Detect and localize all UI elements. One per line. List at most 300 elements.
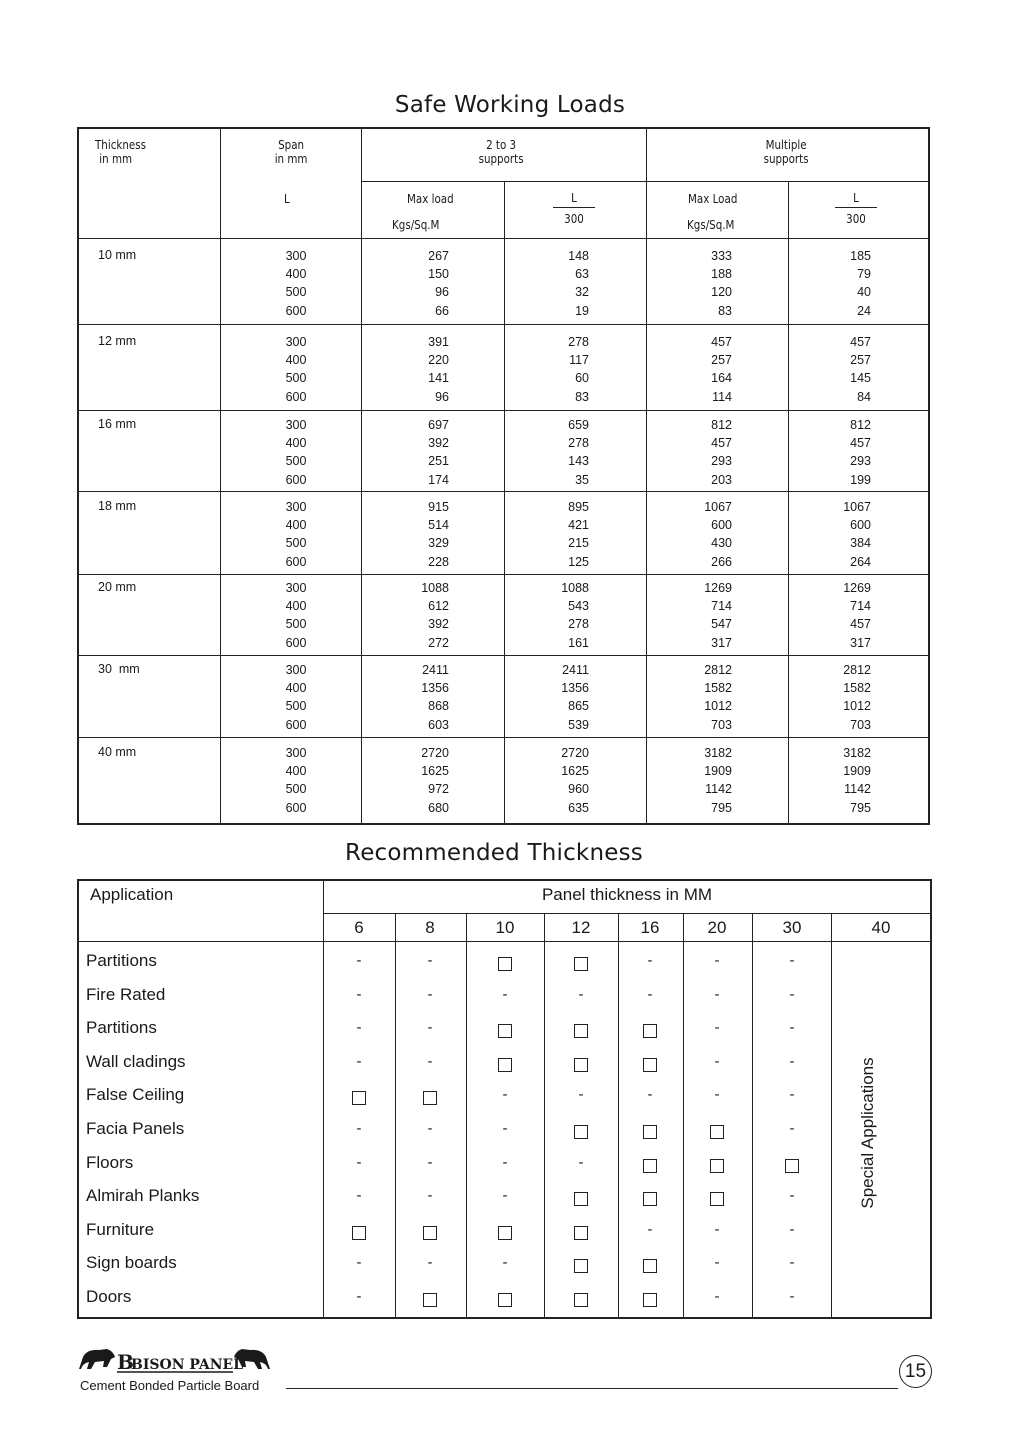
page-number: 15 (899, 1355, 932, 1388)
value-cell: 1269 (704, 581, 732, 595)
value-cell: 391 (428, 335, 449, 349)
value-cell: 317 (711, 635, 732, 650)
values-b (509, 498, 589, 571)
values-b (509, 333, 589, 406)
value-cell: 457 (850, 436, 871, 451)
value-cell: 543 (568, 599, 589, 614)
value-cell: 215 (568, 536, 589, 551)
values-d (791, 661, 871, 734)
value-cell: 161 (568, 635, 589, 650)
recommended-box-icon (546, 1125, 616, 1143)
value-cell: 600 (285, 800, 307, 815)
value-cell: 500 (285, 285, 307, 300)
application-name: Partitions (86, 1018, 157, 1038)
not-recommended-dash: - (647, 1220, 653, 1238)
value-cell: 267 (428, 249, 449, 263)
value-cell: 612 (428, 599, 449, 614)
value-cell: 1142 (844, 782, 871, 797)
value-cell: 2411 (422, 663, 449, 677)
value-cell: 278 (568, 617, 589, 632)
value-cell: 500 (285, 699, 307, 714)
thickness-col-10: 10 (495, 918, 515, 937)
not-recommended-dash: - (789, 1187, 795, 1205)
values-b (509, 744, 589, 817)
not-recommended-dash: - (427, 1187, 433, 1205)
not-recommended-dash: - (789, 1120, 795, 1137)
thickness-label: 10 mm (98, 248, 137, 262)
value-cell: 300 (285, 663, 307, 677)
value-cell: 600 (285, 635, 307, 650)
not-recommended-dash: - (578, 1153, 584, 1171)
value-cell: 421 (568, 518, 589, 533)
value-cell: 114 (712, 389, 732, 404)
value-cell: 84 (857, 389, 871, 404)
header-unit-2: Kgs/Sq.M (687, 218, 735, 232)
recommended-thickness-title: Recommended Thickness (345, 840, 643, 866)
value-cell: 400 (285, 764, 307, 779)
recommended-box-icon (395, 1293, 465, 1311)
values-a (369, 247, 449, 320)
thickness-col-6: 6 (354, 918, 364, 937)
recommended-box-icon (395, 1226, 465, 1244)
recommended-box-icon (546, 1293, 616, 1311)
value-cell: 972 (428, 782, 449, 797)
thickness-label: 16 mm (98, 417, 137, 431)
value-cell: 63 (575, 267, 589, 282)
value-cell: 188 (711, 267, 732, 282)
values-d (791, 416, 871, 489)
values-c (652, 744, 732, 817)
footer-rule (286, 1388, 898, 1389)
value-cell: 185 (850, 249, 871, 263)
values-span (261, 744, 331, 817)
recommended-box-icon (546, 1058, 616, 1076)
value-cell: 547 (711, 617, 732, 632)
recommended-box-icon (546, 1226, 616, 1244)
values-a (369, 498, 449, 571)
values-c (652, 333, 732, 406)
recommended-box-icon (470, 957, 540, 975)
value-cell: 257 (850, 353, 871, 368)
value-cell: 117 (569, 353, 589, 368)
not-recommended-dash: - (427, 952, 433, 969)
value-cell: 895 (568, 500, 589, 514)
recommended-box-icon (470, 1024, 540, 1042)
safe-working-loads-table (77, 127, 930, 825)
not-recommended-dash: - (789, 1086, 795, 1104)
not-recommended-dash: - (789, 1254, 795, 1272)
value-cell: 300 (285, 418, 307, 432)
application-name: Wall cladings (86, 1051, 186, 1071)
values-d (791, 744, 871, 817)
values-c (652, 661, 732, 734)
not-recommended-dash: - (502, 1254, 508, 1272)
value-cell: 600 (285, 554, 307, 569)
value-cell: 703 (711, 717, 732, 732)
value-cell: 600 (285, 717, 307, 732)
recommended-box-icon (615, 1125, 685, 1143)
recommended-box-icon (546, 1192, 616, 1210)
values-b (509, 661, 589, 734)
values-d (791, 579, 871, 652)
value-cell: 1582 (704, 681, 732, 696)
recommended-box-icon (324, 1091, 394, 1109)
value-cell: 278 (568, 436, 589, 451)
special-applications-label: Special Applications (858, 1057, 877, 1209)
not-recommended-dash: - (714, 952, 720, 969)
value-cell: 150 (428, 267, 449, 282)
value-cell: 3182 (843, 746, 871, 760)
not-recommended-dash: - (427, 985, 433, 1003)
value-cell: 915 (428, 500, 449, 514)
values-d (791, 333, 871, 406)
application-name: Sign boards (86, 1253, 177, 1273)
value-cell: 199 (850, 472, 871, 487)
value-cell: 600 (285, 389, 307, 404)
not-recommended-dash: - (427, 1120, 433, 1137)
value-cell: 1909 (704, 764, 732, 779)
bison-panel-logo (77, 1345, 272, 1375)
thickness-label: 12 mm (98, 334, 137, 348)
application-name: Fire Rated (86, 984, 166, 1004)
application-name: Almirah Planks (86, 1186, 200, 1206)
value-cell: 125 (568, 554, 589, 569)
recommended-box-icon (757, 1159, 827, 1177)
value-cell: 300 (285, 335, 307, 349)
value-cell: 293 (711, 454, 732, 469)
recommended-box-icon (615, 1192, 685, 1210)
value-cell: 400 (285, 681, 307, 696)
not-recommended-dash: - (789, 952, 795, 969)
value-cell: 659 (568, 418, 589, 432)
not-recommended-dash: - (789, 1288, 795, 1305)
value-cell: 600 (850, 518, 871, 533)
not-recommended-dash: - (427, 1153, 433, 1171)
value-cell: 795 (850, 800, 871, 815)
value-cell: 697 (428, 418, 449, 432)
values-d (791, 498, 871, 571)
not-recommended-dash: - (356, 1187, 362, 1205)
header-2-to-3-supports: 2 to 3 supports (478, 138, 524, 166)
value-cell: 24 (857, 303, 871, 318)
recommended-box-icon (615, 1024, 685, 1042)
application-name: False Ceiling (86, 1085, 185, 1105)
value-cell: 868 (428, 699, 449, 714)
value-cell: 60 (575, 371, 589, 386)
recommended-box-icon (682, 1125, 752, 1143)
value-cell: 960 (568, 782, 589, 797)
not-recommended-dash: - (789, 985, 795, 1003)
value-cell: 1909 (843, 764, 871, 779)
value-cell: 83 (575, 389, 589, 404)
not-recommended-dash: - (647, 985, 653, 1003)
recommended-box-icon (546, 1024, 616, 1042)
l-over-300-fraction-2: L 300 (835, 191, 877, 226)
values-b (509, 579, 589, 652)
not-recommended-dash: - (647, 1086, 653, 1104)
values-c (652, 416, 732, 489)
value-cell: 1067 (704, 500, 732, 514)
value-cell: 1088 (561, 581, 589, 595)
value-cell: 266 (711, 554, 732, 569)
value-cell: 228 (428, 554, 449, 569)
thickness-label: 40 mm (98, 745, 137, 759)
value-cell: 300 (285, 500, 307, 514)
header-unit-1: Kgs/Sq.M (392, 218, 440, 232)
value-cell: 272 (428, 635, 449, 650)
thickness-label: 18 mm (98, 499, 137, 513)
application-header: Application (90, 885, 174, 904)
value-cell: 1012 (843, 699, 871, 714)
header-max-load-2: Max Load (688, 192, 738, 206)
values-b (509, 247, 589, 320)
panel-thickness-header: Panel thickness in MM (541, 885, 713, 904)
value-cell: 680 (428, 800, 449, 815)
value-cell: 795 (711, 800, 732, 815)
not-recommended-dash: - (356, 1288, 362, 1305)
value-cell: 83 (718, 303, 732, 318)
value-cell: 1625 (561, 764, 589, 779)
value-cell: 1067 (843, 500, 871, 514)
value-cell: 293 (850, 454, 871, 469)
not-recommended-dash: - (714, 1220, 720, 1238)
thickness-col-40: 40 (871, 918, 891, 937)
value-cell: 96 (435, 285, 449, 300)
value-cell: 79 (857, 267, 871, 282)
values-c (652, 498, 732, 571)
values-d (791, 247, 871, 320)
value-cell: 603 (428, 717, 449, 732)
value-cell: 1012 (704, 699, 732, 714)
value-cell: 500 (285, 782, 307, 797)
recommended-box-icon (615, 1159, 685, 1177)
value-cell: 703 (850, 717, 871, 732)
not-recommended-dash: - (356, 952, 362, 969)
value-cell: 392 (428, 436, 449, 451)
not-recommended-dash: - (714, 1052, 720, 1070)
recommended-box-icon (395, 1091, 465, 1109)
value-cell: 174 (428, 472, 449, 487)
recommended-box-icon (682, 1192, 752, 1210)
not-recommended-dash: - (714, 985, 720, 1003)
not-recommended-dash: - (356, 1254, 362, 1272)
value-cell: 148 (568, 249, 589, 263)
thickness-label: 30 mm (98, 662, 140, 676)
safe-working-loads-title: Safe Working Loads (394, 92, 626, 118)
values-a (369, 579, 449, 652)
value-cell: 1625 (421, 764, 449, 779)
value-cell: 251 (428, 454, 449, 469)
not-recommended-dash: - (789, 1019, 795, 1037)
not-recommended-dash: - (714, 1254, 720, 1272)
value-cell: 317 (850, 635, 871, 650)
value-cell: 220 (428, 353, 449, 368)
value-cell: 392 (428, 617, 449, 632)
value-cell: 514 (428, 518, 449, 533)
values-span (261, 579, 331, 652)
value-cell: 1088 (421, 581, 449, 595)
value-cell: 203 (711, 472, 732, 487)
not-recommended-dash: - (714, 1086, 720, 1104)
value-cell: 600 (285, 472, 307, 487)
not-recommended-dash: - (502, 1086, 508, 1104)
value-cell: 400 (285, 353, 307, 368)
not-recommended-dash: - (714, 1019, 720, 1037)
value-cell: 278 (568, 335, 589, 349)
value-cell: 329 (428, 536, 449, 551)
values-a (369, 416, 449, 489)
value-cell: 35 (575, 472, 589, 487)
value-cell: 500 (285, 454, 307, 469)
application-name: Floors (86, 1152, 134, 1172)
value-cell: 865 (568, 699, 589, 714)
thickness-col-8: 8 (425, 918, 435, 937)
not-recommended-dash: - (578, 985, 584, 1003)
value-cell: 457 (850, 335, 871, 349)
values-a (369, 333, 449, 406)
thickness-col-20: 20 (707, 918, 727, 937)
l-over-300-fraction-1: L 300 (553, 191, 595, 226)
value-cell: 264 (850, 554, 871, 569)
value-cell: 164 (711, 371, 732, 386)
not-recommended-dash: - (789, 1220, 795, 1238)
not-recommended-dash: - (427, 1052, 433, 1070)
value-cell: 1356 (561, 681, 589, 696)
value-cell: 457 (850, 617, 871, 632)
thickness-col-12: 12 (571, 918, 591, 937)
value-cell: 430 (711, 536, 732, 551)
not-recommended-dash: - (714, 1288, 720, 1305)
not-recommended-dash: - (578, 1086, 584, 1104)
value-cell: 500 (285, 617, 307, 632)
value-cell: 1269 (843, 581, 871, 595)
brand-text: BISON PANEL (131, 1357, 244, 1373)
value-cell: 457 (711, 436, 732, 451)
header-span-symbol: L (284, 192, 290, 206)
value-cell: 812 (711, 418, 732, 432)
recommended-box-icon (615, 1058, 685, 1076)
header-max-load-1: Max load (407, 192, 454, 206)
value-cell: 812 (850, 418, 871, 432)
recommended-box-icon (682, 1159, 752, 1177)
value-cell: 2411 (562, 663, 589, 677)
value-cell: 2812 (843, 663, 871, 677)
value-cell: 120 (711, 285, 732, 300)
value-cell: 714 (711, 599, 732, 614)
values-span (261, 333, 331, 406)
application-name: Partitions (86, 951, 157, 970)
not-recommended-dash: - (356, 1052, 362, 1070)
not-recommended-dash: - (356, 1120, 362, 1137)
application-name: Furniture (86, 1219, 155, 1239)
value-cell: 96 (435, 389, 449, 404)
not-recommended-dash: - (502, 1187, 508, 1205)
application-name: Doors (86, 1287, 132, 1306)
values-span (261, 661, 331, 734)
not-recommended-dash: - (502, 985, 508, 1003)
value-cell: 143 (568, 454, 589, 469)
not-recommended-dash: - (427, 1254, 433, 1272)
value-cell: 600 (285, 303, 307, 318)
value-cell: 714 (850, 599, 871, 614)
recommended-thickness-table (77, 879, 932, 1319)
value-cell: 500 (285, 371, 307, 386)
not-recommended-dash: - (356, 1153, 362, 1171)
value-cell: 3182 (704, 746, 732, 760)
thickness-label: 20 mm (98, 580, 137, 594)
not-recommended-dash: - (502, 1153, 508, 1171)
value-cell: 400 (285, 436, 307, 451)
value-cell: 384 (850, 536, 871, 551)
values-a (369, 744, 449, 817)
not-recommended-dash: - (502, 1120, 508, 1137)
thickness-col-30: 30 (782, 918, 802, 937)
values-c (652, 247, 732, 320)
value-cell: 1356 (421, 681, 449, 696)
header-thickness: Thickness in mm (95, 138, 147, 166)
not-recommended-dash: - (427, 1019, 433, 1037)
recommended-box-icon (615, 1259, 685, 1277)
recommended-box-icon (546, 1259, 616, 1277)
recommended-box-icon (470, 1058, 540, 1076)
value-cell: 300 (285, 746, 307, 760)
value-cell: 2812 (704, 663, 732, 677)
value-cell: 257 (711, 353, 732, 368)
tagline: Cement Bonded Particle Board (80, 1378, 260, 1393)
value-cell: 19 (575, 303, 589, 318)
values-c (652, 579, 732, 652)
value-cell: 40 (857, 285, 871, 300)
not-recommended-dash: - (647, 952, 653, 969)
values-a (369, 661, 449, 734)
value-cell: 300 (285, 581, 307, 595)
value-cell: 539 (568, 717, 589, 732)
recommended-box-icon (546, 957, 616, 975)
value-cell: 141 (428, 371, 449, 386)
not-recommended-dash: - (789, 1052, 795, 1070)
value-cell: 1582 (843, 681, 871, 696)
recommended-box-icon (470, 1226, 540, 1244)
value-cell: 500 (285, 536, 307, 551)
values-span (261, 498, 331, 571)
value-cell: 457 (711, 335, 732, 349)
values-span (261, 416, 331, 489)
recommended-box-icon (615, 1293, 685, 1311)
value-cell: 32 (575, 285, 589, 300)
thickness-col-16: 16 (640, 918, 660, 937)
values-b (509, 416, 589, 489)
application-name: Facia Panels (86, 1119, 185, 1138)
header-multiple-supports: Multiple supports (763, 138, 809, 166)
value-cell: 400 (285, 599, 307, 614)
value-cell: 400 (285, 267, 307, 282)
not-recommended-dash: - (356, 985, 362, 1003)
not-recommended-dash: - (356, 1019, 362, 1037)
value-cell: 400 (285, 518, 307, 533)
value-cell: 2720 (561, 746, 589, 760)
value-cell: 1142 (705, 782, 732, 797)
values-span (261, 247, 331, 320)
header-span: Span in mm (274, 138, 308, 166)
value-cell: 145 (850, 371, 871, 386)
recommended-box-icon (324, 1226, 394, 1244)
value-cell: 635 (568, 800, 589, 815)
value-cell: 600 (711, 518, 732, 533)
value-cell: 333 (711, 249, 732, 263)
value-cell: 66 (435, 303, 449, 318)
value-cell: 300 (285, 249, 307, 263)
value-cell: 2720 (421, 746, 449, 760)
